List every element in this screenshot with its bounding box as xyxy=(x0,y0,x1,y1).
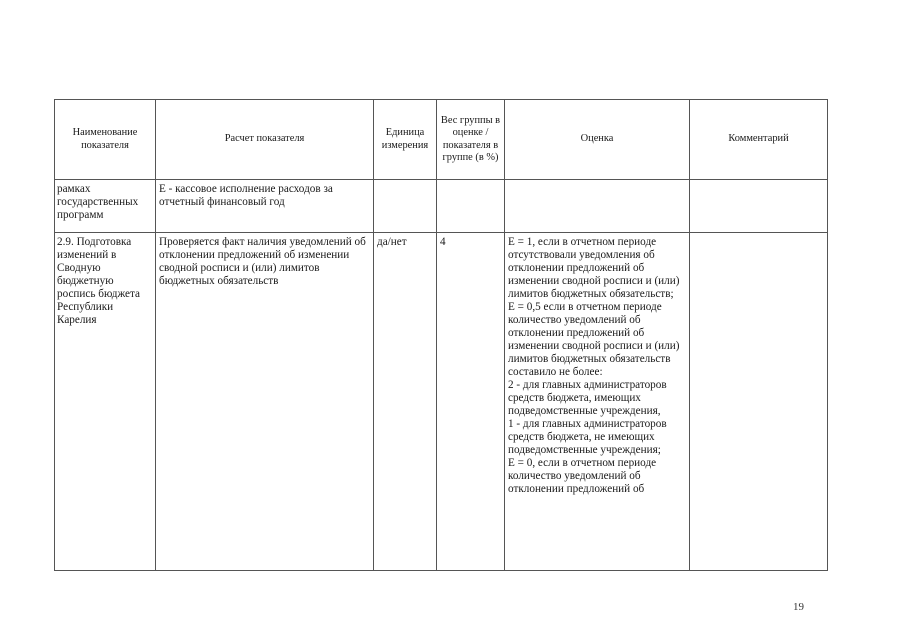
cell-evaluation xyxy=(505,180,690,233)
cell-calculation xyxy=(156,233,374,571)
cell-comment xyxy=(690,233,828,571)
cell-calculation-text: Е - кассовое исполнение расходов за отчетный финансовый год xyxy=(159,183,333,208)
header-calculation: Расчет показателя xyxy=(156,100,374,180)
cell-weight-text xyxy=(437,180,504,183)
table-row xyxy=(55,233,828,571)
page-number: 19 xyxy=(793,601,804,613)
cell-comment xyxy=(690,180,828,233)
cell-unit xyxy=(374,233,437,571)
header-evaluation: Оценка xyxy=(505,100,690,180)
cell-unit xyxy=(374,180,437,233)
table-row xyxy=(55,180,828,233)
cell-unit-text: да/нет xyxy=(377,236,407,248)
cell-weight-text: 4 xyxy=(440,236,446,248)
cell-calculation xyxy=(156,180,374,233)
cell-name-text: рамках государственных программ xyxy=(57,183,139,221)
cell-calculation-text: Проверяется факт наличия уведомлений об отклонении предложений об изменении сводной росписи и (или) лимитов бюджетных обязательств xyxy=(159,236,366,287)
table-header-row xyxy=(55,100,828,180)
cell-name xyxy=(55,233,156,571)
cell-name-text: 2.9. Подготовка изменений в Сводную бюджетную роспись бюджета Республики Карелия xyxy=(57,236,140,326)
cell-evaluation-text xyxy=(505,180,689,183)
header-comment: Комментарий xyxy=(690,100,828,180)
cell-evaluation-text: Е = 1, если в отчетном периоде отсутствовали уведомления об отклонении предложений об изменении сводной росписи и (или) лимитов бюджетных обязательств; Е = 0,5 если в отчетном периоде количество уведомлений об отклонении предложений об изменении сводной росписи и (или) лимитов бюджетных обязательств составило не более: 2 - для главных администраторов средств бюджета, имеющих подведомственные учреждения, 1 - для главных администраторов средств бюджета, не имеющих подведомственные учреждения; Е = 0, если в отчетном периоде количество уведомлений об отклонении предложений об xyxy=(508,236,680,495)
cell-weight xyxy=(437,180,505,233)
cell-comment-text xyxy=(690,180,827,183)
cell-unit-text xyxy=(374,180,436,183)
header-indicator-name: Наименование показателя xyxy=(55,100,156,180)
header-weight: Вес группы в оценке / показателя в группе (в %) xyxy=(437,100,505,180)
cell-weight xyxy=(437,233,505,571)
cell-evaluation xyxy=(505,233,690,571)
indicator-table xyxy=(54,99,828,571)
cell-name xyxy=(55,180,156,233)
cell-comment-text xyxy=(690,233,827,236)
header-unit: Единица измерения xyxy=(374,100,437,180)
